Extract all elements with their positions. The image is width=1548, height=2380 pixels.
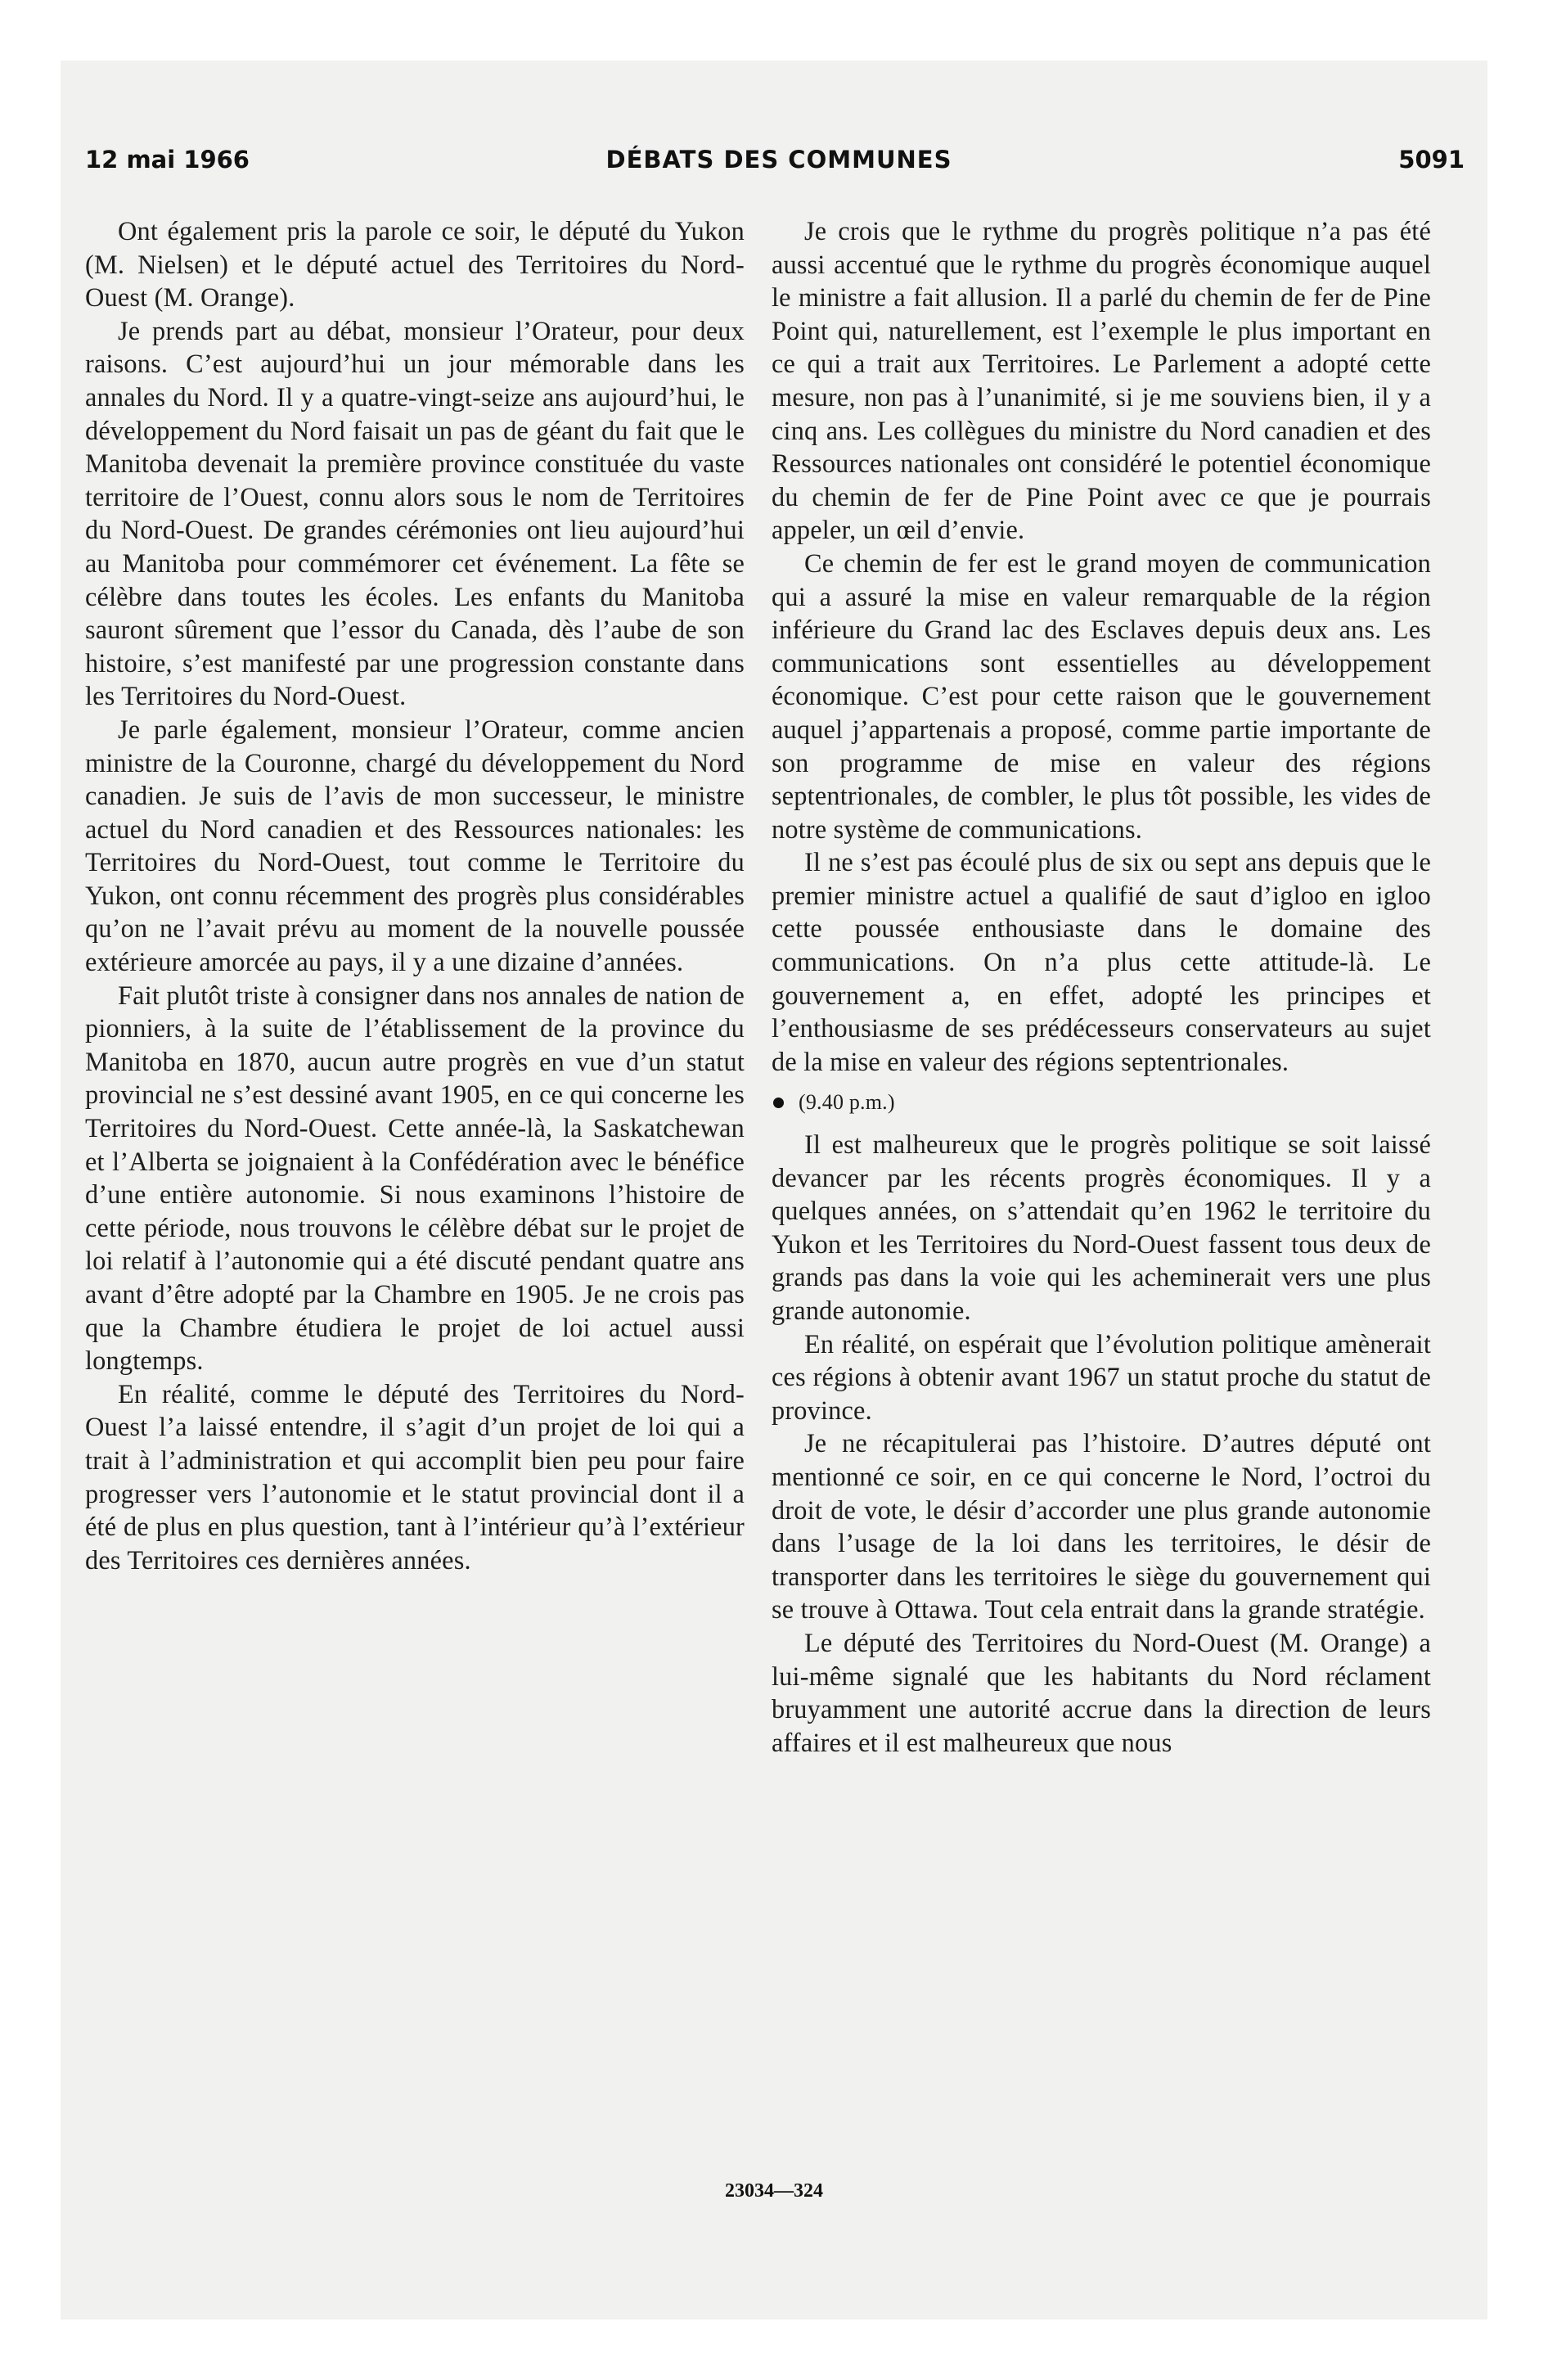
paragraph: En réalité, comme le député des Territoires du Nord-Ouest l’a laissé entendre, il s’agit d’un projet de loi qui a trait à l’administration et qui accomplit bien peu pour faire progresser vers l’autonomie et le statut provincial dont il a été de plus en plus question, tant à l’intérieur qu’à l’extérieur des Territoires ces dernières années. [85, 1378, 745, 1575]
header-title: DÉBATS DES COMMUNES [605, 146, 952, 174]
paragraph: Le député des Territoires du Nord-Ouest (M. Orange) a lui-même signalé que les habitants du Nord réclament bruyamment une autorité accrue dans la direction de leurs affaires et il est malheureux que nous [772, 1627, 1431, 1757]
paragraph: Je ne récapitulerai pas l’histoire. D’autres député ont mentionné ce soir, en ce qui concerne le Nord, l’octroi du droit de vote, le désir d’accorder une plus grande autonomie dans l’usage de la loi dans les territoires, le désir de transporter dans les territoires le siège du gouvernement qui se trouve à Ottawa. Tout cela entrait dans la grande stratégie. [772, 1428, 1431, 1625]
timestamp-text: (9.40 p.m.) [799, 1090, 895, 1115]
paragraph: Il est malheureux que le progrès politique se soit laissé devancer par les récents progrès économiques. Il y a quelques années, on s’attendait qu’en 1962 le territoire du Yukon et les Territoires du Nord-Ouest fassent tous deux de grands pas dans la voie qui les acheminerait vers une plus grande autonomie. [772, 1129, 1431, 1325]
page-footer-code: 23034—324 [725, 2180, 823, 2202]
paragraph: Je prends part au débat, monsieur l’Orateur, pour deux raisons. C’est aujourd’hui un jour mémorable dans les annales du Nord. Il y a quatre-vingt-seize ans aujourd’hui, le développement du Nord faisait un pas de géant du fait que le Manitoba devenait la première province constituée du vaste territoire de l’Ouest, connu alors sous le nom de Territoires du Nord-Ouest. De grandes cérémonies ont lieu aujourd’hui au Manitoba pour commémorer cet événement. La fête se célèbre dans toutes les écoles. Les enfants du Manitoba sauront sûrement que l’essor du Canada, dès l’aube de son histoire, s’est manifesté par une progression constante dans les Territoires du Nord-Ouest. [85, 315, 745, 711]
paragraph: Il ne s’est pas écoulé plus de six ou sept ans depuis que le premier ministre actuel a qualifié de saut d’igloo en igloo cette poussée enthousiaste dans le domaine des communications. On n’a plus cette attitude-là. Le gouvernement a, en effet, adopté les principes et l’enthousiasme de ses prédécesseurs conservateurs au sujet de la mise en valeur des régions septentrionales. [772, 847, 1431, 1076]
paragraph: Ce chemin de fer est le grand moyen de communication qui a assuré la mise en valeur remarquable de la région inférieure du Grand lac des Esclaves depuis deux ans. Les communications sont essentielles au développement économique. C’est pour cette raison que le gouvernement auquel j’appartenais a proposé, comme partie importante de son programme de mise en valeur des régions septentrionales, de combler, le plus tôt possible, les vides de notre système de communications. [772, 548, 1431, 844]
right-column [772, 214, 1431, 1759]
paragraph: Fait plutôt triste à consigner dans nos annales de nation de pionniers, à la suite de l’établissement de la province du Manitoba en 1870, aucun autre progrès en vue d’un statut provincial ne s’est dessiné avant 1905, en ce qui concerne les Territoires du Nord-Ouest. Cette année-là, la Saskatchewan et l’Alberta se joignaient à la Confédération avec le bénéfice d’une entière autonomie. Si nous examinons l’histoire de cette période, nous trouvons le célèbre débat sur le projet de loi relatif à l’autonomie qui a été discuté pendant quatre ans avant d’être adopté par la Chambre en 1905. Je ne crois pas que la Chambre étudiera le projet de loi actuel aussi longtemps. [85, 980, 745, 1376]
bullet-dot-icon [773, 1098, 784, 1108]
left-column [85, 214, 745, 1576]
paragraph: Je crois que le rythme du progrès politique n’a pas été aussi accentué que le rythme du progrès économique auquel le ministre a fait allusion. Il a parlé du chemin de fer de Pine Point qui, naturellement, est l’exemple le plus important en ce qui a trait aux Territoires. Le Parlement a adopté cette mesure, non pas à l’unanimité, si je me souviens bien, il y a cinq ans. Les collègues du ministre du Nord canadien et des Ressources nationales ont considéré le potentiel économique du chemin de fer de Pine Point avec ce que je pourrais appeler, un œil d’envie. [772, 216, 1431, 545]
header-date: 12 mai 1966 [85, 146, 250, 174]
header-page-number: 5091 [1398, 146, 1465, 174]
time-marker [772, 1086, 1431, 1120]
paragraph: Je parle également, monsieur l’Orateur, comme ancien ministre de la Couronne, chargé du développement du Nord canadien. Je suis de l’avis de mon successeur, le ministre actuel du Nord canadien et des Ressources nationales: les Territoires du Nord-Ouest, tout comme le Territoire du Yukon, ont connu récemment des progrès plus considérables qu’on ne l’avait prévu au moment de la nouvelle poussée extérieure amorcée au pays, il y a une dizaine d’années. [85, 714, 745, 977]
paragraph: En réalité, on espérait que l’évolution politique amènerait ces régions à obtenir avant 1967 un statut proche du statut de province. [772, 1328, 1431, 1425]
paragraph: Ont également pris la parole ce soir, le député du Yukon (M. Nielsen) et le député actuel des Territoires du Nord-Ouest (M. Orange). [85, 216, 745, 313]
page-header [85, 146, 1473, 182]
